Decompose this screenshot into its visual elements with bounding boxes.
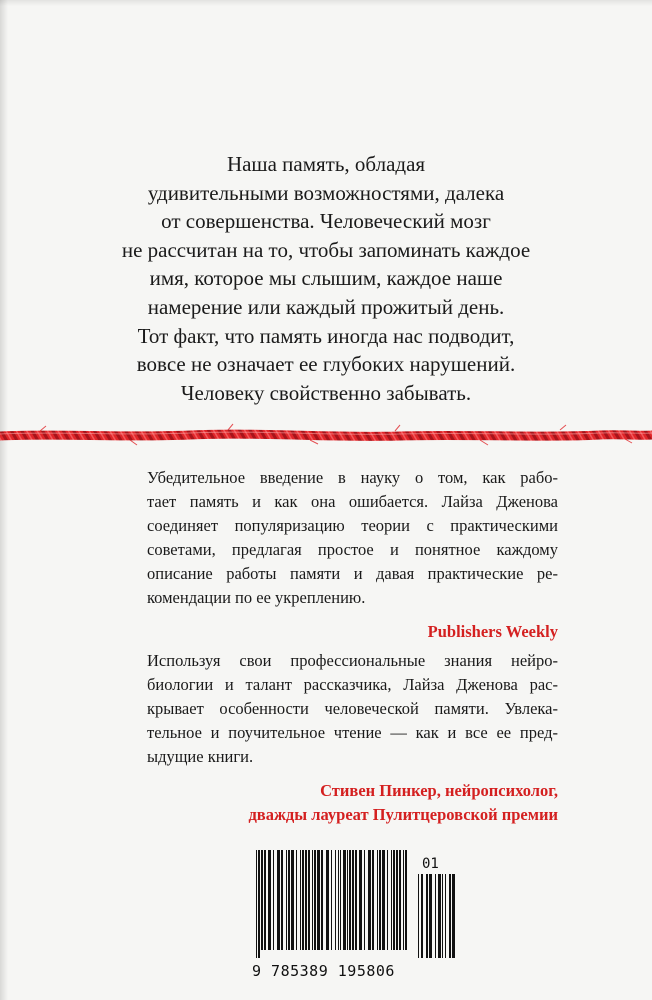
- barcode-bar: [308, 850, 310, 950]
- intro-line: от совершенства. Человеческий мозг: [161, 209, 491, 234]
- barcode-bar: [347, 850, 348, 950]
- barcode-bar: [372, 850, 374, 950]
- review-line: крывает особенности человеческой памяти. Увлека-: [147, 699, 558, 718]
- review-line: советами, предлагая простое и понятное каждому: [147, 540, 558, 559]
- barcode-bar: [286, 850, 287, 950]
- intro-line: удивительными возможностями, далека: [147, 180, 505, 205]
- barcode-bar: [359, 850, 362, 950]
- intro-line: Тот факт, что память иногда нас подводит,: [137, 323, 515, 348]
- top-shadow: [0, 0, 652, 6]
- barcode-bar: [403, 850, 404, 950]
- barcode-addon-bar: [438, 874, 441, 958]
- review-publishers-weekly: [147, 466, 558, 644]
- review-line: ыдущие книги.: [147, 747, 254, 766]
- barcode-bar: [296, 850, 297, 950]
- intro-line: вовсе не означает ее глубоких нарушений.: [136, 352, 516, 377]
- barcode-bar: [349, 850, 351, 950]
- intro-line: Человеку свойственно забывать.: [180, 380, 472, 405]
- review-attribution: дважды лауреат Пулитцеровской премии: [248, 805, 558, 824]
- barcode-bar: [391, 850, 392, 950]
- barcode-bar: [379, 850, 381, 950]
- review-line: биологии и талант рассказчика, Лайза Дженова рас-: [147, 675, 558, 694]
- barcode-addon-bar: [421, 874, 423, 958]
- barcode-bar: [264, 850, 266, 950]
- spine-shadow: [0, 0, 8, 1000]
- barcode-bar: [340, 850, 341, 950]
- barcode-bar: [291, 850, 294, 950]
- barcode-bar: [396, 850, 398, 950]
- barcode-bar: [281, 850, 283, 950]
- review-line: соединяет популяризацию теории с практическими: [147, 516, 558, 535]
- barcode-bar: [331, 850, 332, 950]
- barcode-bar: [393, 850, 395, 950]
- intro-paragraph: [40, 150, 612, 407]
- barcode-bar: [312, 850, 313, 950]
- barcode-bar: [317, 850, 320, 950]
- barcode-bar: [258, 850, 260, 958]
- barcode-addon-bar: [449, 874, 451, 958]
- barcode-bar: [352, 850, 354, 950]
- review-line: комендации по ее укреплению.: [147, 588, 366, 607]
- review-line: Убедительное введение в науку о том, как рабо-: [147, 468, 558, 487]
- intro-line: имя, которое мы слышим, каждое наше: [149, 266, 503, 291]
- review-steven-pinker: [147, 649, 558, 827]
- barcode-digits: 9 785389 195806: [252, 962, 395, 980]
- barcode-bar: [387, 850, 388, 950]
- review-attribution: Publishers Weekly: [427, 622, 558, 641]
- barcode-bar: [355, 850, 357, 950]
- barcode-bar: [273, 850, 274, 950]
- barcode-bar: [377, 850, 378, 950]
- barcode-addon-bar: [426, 874, 428, 958]
- barcode-bar: [256, 850, 257, 958]
- barcode-addon-bar: [442, 874, 443, 958]
- review-line: описание работы памяти и давая практические ре-: [147, 564, 558, 583]
- barcode-bar: [261, 850, 263, 950]
- barcode-bar: [335, 850, 336, 950]
- barcode-bar: [364, 850, 365, 950]
- barcode-bar: [300, 850, 301, 950]
- barcode-bar: [338, 850, 339, 950]
- intro-line: не рассчитан на то, чтобы запоминать каждое: [121, 237, 531, 262]
- review-line: тельное и поучительное чтение — как и все ее пред-: [147, 723, 558, 742]
- intro-line: Наша память, обладая: [226, 152, 426, 176]
- barcode-bar: [343, 850, 346, 950]
- intro-line: намерение или каждый прожитый день.: [147, 294, 505, 319]
- review-line: тает память и как она ошибается. Лайза Дженова: [147, 492, 558, 511]
- barcode-bar: [368, 850, 371, 950]
- barcode-bar: [277, 850, 280, 950]
- barcode-addon-bar: [418, 874, 419, 958]
- barcode-bar: [305, 850, 307, 950]
- barcode-addon-bar: [435, 874, 436, 958]
- red-thread: [0, 414, 652, 454]
- barcode-addon-bar: [429, 874, 432, 958]
- review-line: Используя свои профессиональные знания нейро-: [147, 651, 558, 670]
- barcode-bar: [314, 850, 316, 950]
- barcode-addon-bar: [452, 874, 455, 958]
- barcode-bar: [405, 850, 407, 950]
- barcode-bar: [382, 850, 385, 950]
- review-attribution: Стивен Пинкер, нейропсихолог,: [320, 781, 558, 800]
- isbn-barcode: [250, 850, 460, 980]
- barcode-addon-digits: 01: [422, 856, 439, 872]
- barcode-bar: [326, 850, 329, 950]
- barcode-addon-bar: [445, 874, 446, 958]
- barcode-bar: [399, 850, 401, 950]
- barcode-bar: [268, 850, 271, 950]
- barcode-bar: [302, 850, 304, 950]
- barcode-bar: [288, 850, 290, 950]
- barcode-bar: [321, 850, 323, 950]
